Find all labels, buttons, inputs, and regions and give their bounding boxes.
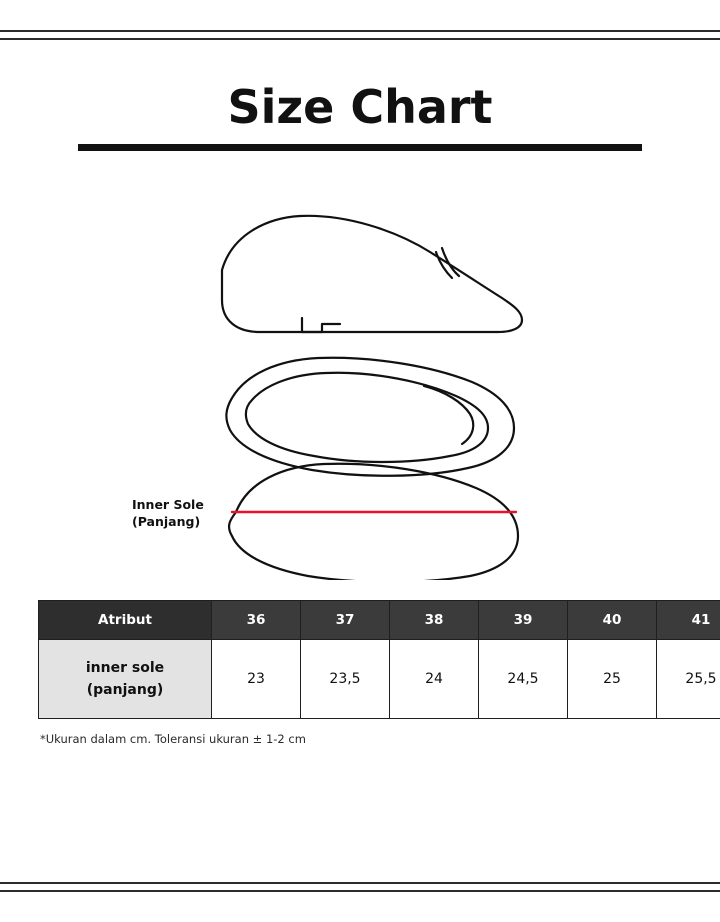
title-underline bbox=[78, 144, 642, 151]
frame-rule-top-inner bbox=[0, 38, 720, 40]
table-cell-size-41: 25,5 bbox=[657, 640, 720, 719]
inner-sole-annotation-line1: Inner Sole bbox=[132, 497, 204, 512]
table-header-attribute: Atribut bbox=[39, 601, 212, 640]
table-header-size-37: 37 bbox=[301, 601, 390, 640]
shoe-illustration-svg bbox=[0, 160, 720, 580]
table-cell-size-36: 23 bbox=[212, 640, 301, 719]
flat-shoe-side-view bbox=[222, 216, 522, 332]
table-header-row bbox=[39, 601, 720, 640]
inner-sole-annotation-line2: (Panjang) bbox=[132, 514, 201, 529]
size-table bbox=[38, 600, 720, 719]
table-row-attribute bbox=[39, 640, 212, 719]
flat-shoe-top-view bbox=[226, 358, 514, 476]
frame-rule-top-outer bbox=[0, 30, 720, 32]
size-table-body bbox=[39, 640, 720, 719]
table-row-attribute-line2: (panjang) bbox=[86, 682, 164, 698]
table-header-size-41: 41 bbox=[657, 601, 720, 640]
shoe-illustrations bbox=[0, 160, 720, 580]
page-title: Size Chart bbox=[227, 80, 493, 134]
measurement-note: *Ukuran dalam cm. Toleransi ukuran ± 1-2 cm bbox=[40, 732, 306, 746]
frame-rule-bottom-outer bbox=[0, 882, 720, 884]
table-cell-size-37: 23,5 bbox=[301, 640, 390, 719]
table-header-size-39: 39 bbox=[479, 601, 568, 640]
table-cell-size-38: 24 bbox=[390, 640, 479, 719]
table-row-attribute-line1: inner sole bbox=[85, 660, 165, 676]
table-header-size-38: 38 bbox=[390, 601, 479, 640]
flat-shoe-insole-view bbox=[229, 464, 518, 580]
inner-sole-annotation bbox=[132, 496, 242, 530]
table-cell-size-39: 24,5 bbox=[479, 640, 568, 719]
table-header-size-40: 40 bbox=[568, 601, 657, 640]
table-row bbox=[39, 640, 720, 719]
table-cell-size-40: 25 bbox=[568, 640, 657, 719]
frame-rule-bottom-inner bbox=[0, 890, 720, 892]
table-header-size-36: 36 bbox=[212, 601, 301, 640]
size-table-head bbox=[39, 601, 720, 640]
size-table-wrapper bbox=[38, 600, 717, 719]
